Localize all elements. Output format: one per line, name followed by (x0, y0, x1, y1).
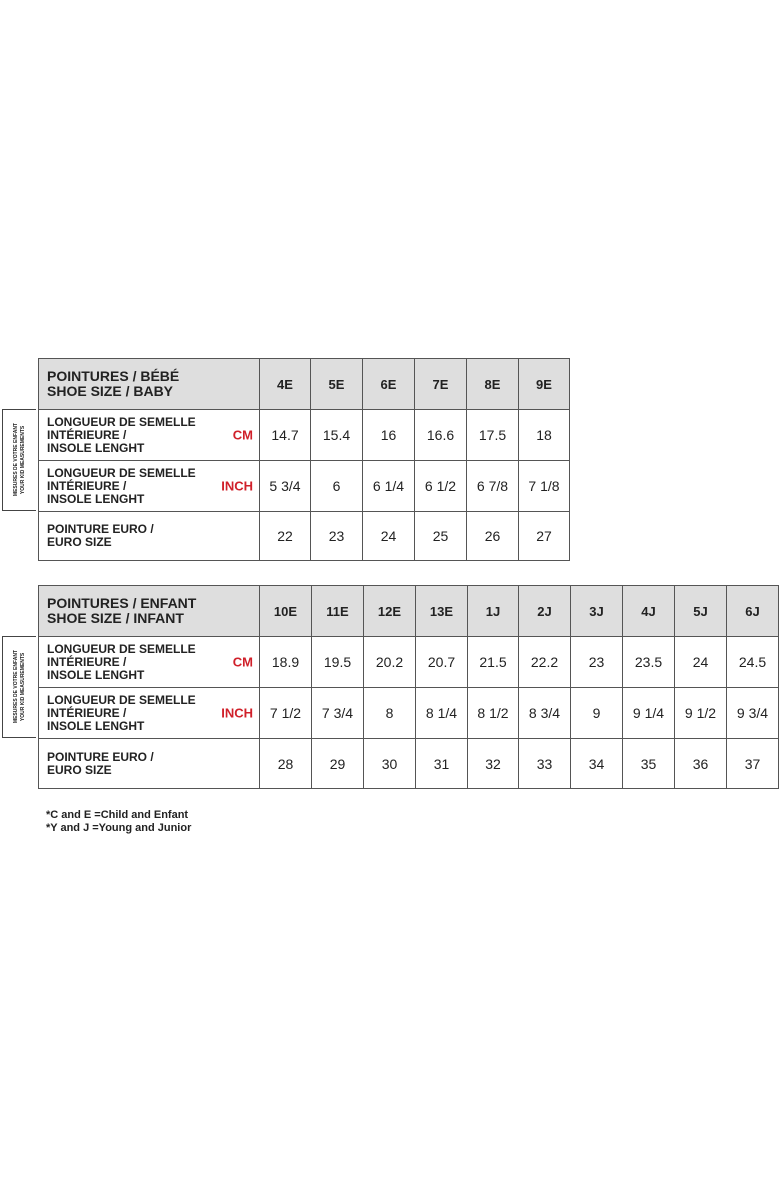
inch-cell: 8 (364, 688, 416, 739)
baby-cm-row (39, 410, 570, 461)
inch-unit-label: INCH (221, 478, 253, 494)
size-cell: 10E (260, 586, 312, 637)
cm-cell: 19.5 (312, 637, 364, 688)
inch-cell: 7 3/4 (312, 688, 364, 739)
euro-cell: 26 (467, 512, 519, 561)
euro-cell: 22 (260, 512, 311, 561)
size-cell: 3J (571, 586, 623, 637)
cm-cell: 14.7 (260, 410, 311, 461)
baby-inch-label: LONGUEUR DE SEMELLE INTÉRIEURE / INSOLE LENGHT INCH (39, 461, 260, 512)
cm-cell: 17.5 (467, 410, 519, 461)
inch-cell: 7 1/8 (519, 461, 570, 512)
size-cell: 4E (260, 359, 311, 410)
footnotes (46, 809, 191, 835)
footnote: *C and E =Child and Enfant (46, 809, 189, 821)
cm-cell: 16 (363, 410, 415, 461)
cm-unit-label: CM (232, 427, 253, 443)
cm-cell: 24 (675, 637, 727, 688)
inch-cell: 6 1/2 (415, 461, 467, 512)
inch-cell: 8 3/4 (519, 688, 571, 739)
size-cell: 5J (675, 586, 727, 637)
inch-cell: 9 1/2 (675, 688, 727, 739)
size-cell: 4J (623, 586, 675, 637)
euro-cell: 31 (416, 739, 468, 789)
infant-cm-label: LONGUEUR DE SEMELLE INTÉRIEURE / INSOLE LENGHT CM (39, 637, 260, 688)
size-cell: 6J (727, 586, 779, 637)
cm-cell: 23 (571, 637, 623, 688)
infant-inch-row (39, 688, 779, 739)
footnote: *Y and J =Young and Junior (46, 822, 192, 834)
euro-cell: 28 (260, 739, 312, 789)
cm-cell: 22.2 (519, 637, 571, 688)
infant-inch-label: LONGUEUR DE SEMELLE INTÉRIEURE / INSOLE LENGHT INCH (39, 688, 260, 739)
measurements-side-label: MESURES DE VOTRE ENFANT YOUR KID MEASUREMENTS (2, 409, 36, 511)
baby-header-label: POINTURES / BÉBÉ SHOE SIZE / BABY (39, 359, 260, 410)
size-cell: 1J (468, 586, 519, 637)
baby-euro-label: POINTURE EURO / EURO SIZE (39, 512, 260, 561)
cm-cell: 21.5 (468, 637, 519, 688)
cm-cell: 20.2 (364, 637, 416, 688)
cm-unit-label: CM (232, 654, 253, 670)
size-cell: 5E (311, 359, 363, 410)
baby-cm-label: LONGUEUR DE SEMELLE INTÉRIEURE / INSOLE LENGHT CM (39, 410, 260, 461)
inch-unit-label: INCH (221, 705, 253, 721)
infant-header-label: POINTURES / ENFANT SHOE SIZE / INFANT (39, 586, 260, 637)
inch-cell: 8 1/2 (468, 688, 519, 739)
infant-euro-label: POINTURE EURO / EURO SIZE (39, 739, 260, 789)
cm-cell: 18.9 (260, 637, 312, 688)
euro-cell: 23 (311, 512, 363, 561)
baby-size-table (38, 358, 570, 561)
euro-cell: 24 (363, 512, 415, 561)
euro-cell: 30 (364, 739, 416, 789)
cm-cell: 24.5 (727, 637, 779, 688)
inch-cell: 7 1/2 (260, 688, 312, 739)
euro-cell: 27 (519, 512, 570, 561)
size-cell: 2J (519, 586, 571, 637)
euro-cell: 35 (623, 739, 675, 789)
size-cell: 8E (467, 359, 519, 410)
euro-cell: 25 (415, 512, 467, 561)
euro-cell: 37 (727, 739, 779, 789)
cm-cell: 18 (519, 410, 570, 461)
size-cell: 11E (312, 586, 364, 637)
euro-cell: 29 (312, 739, 364, 789)
cm-cell: 20.7 (416, 637, 468, 688)
euro-cell: 32 (468, 739, 519, 789)
euro-cell: 33 (519, 739, 571, 789)
inch-cell: 9 1/4 (623, 688, 675, 739)
cm-cell: 16.6 (415, 410, 467, 461)
size-cell: 13E (416, 586, 468, 637)
inch-cell: 5 3/4 (260, 461, 311, 512)
inch-cell: 9 3/4 (727, 688, 779, 739)
cm-cell: 15.4 (311, 410, 363, 461)
inch-cell: 8 1/4 (416, 688, 468, 739)
euro-cell: 34 (571, 739, 623, 789)
size-cell: 7E (415, 359, 467, 410)
infant-cm-row (39, 637, 779, 688)
cm-cell: 23.5 (623, 637, 675, 688)
infant-size-table (38, 585, 779, 789)
inch-cell: 6 7/8 (467, 461, 519, 512)
baby-inch-row (39, 461, 570, 512)
size-cell: 6E (363, 359, 415, 410)
measurements-side-label: MESURES DE VOTRE ENFANT YOUR KID MEASUREMENTS (2, 636, 36, 738)
infant-euro-row (39, 739, 779, 789)
euro-cell: 36 (675, 739, 727, 789)
inch-cell: 6 (311, 461, 363, 512)
size-cell: 9E (519, 359, 570, 410)
inch-cell: 6 1/4 (363, 461, 415, 512)
baby-header-row (39, 359, 570, 410)
size-cell: 12E (364, 586, 416, 637)
baby-euro-row (39, 512, 570, 561)
infant-header-row (39, 586, 779, 637)
inch-cell: 9 (571, 688, 623, 739)
